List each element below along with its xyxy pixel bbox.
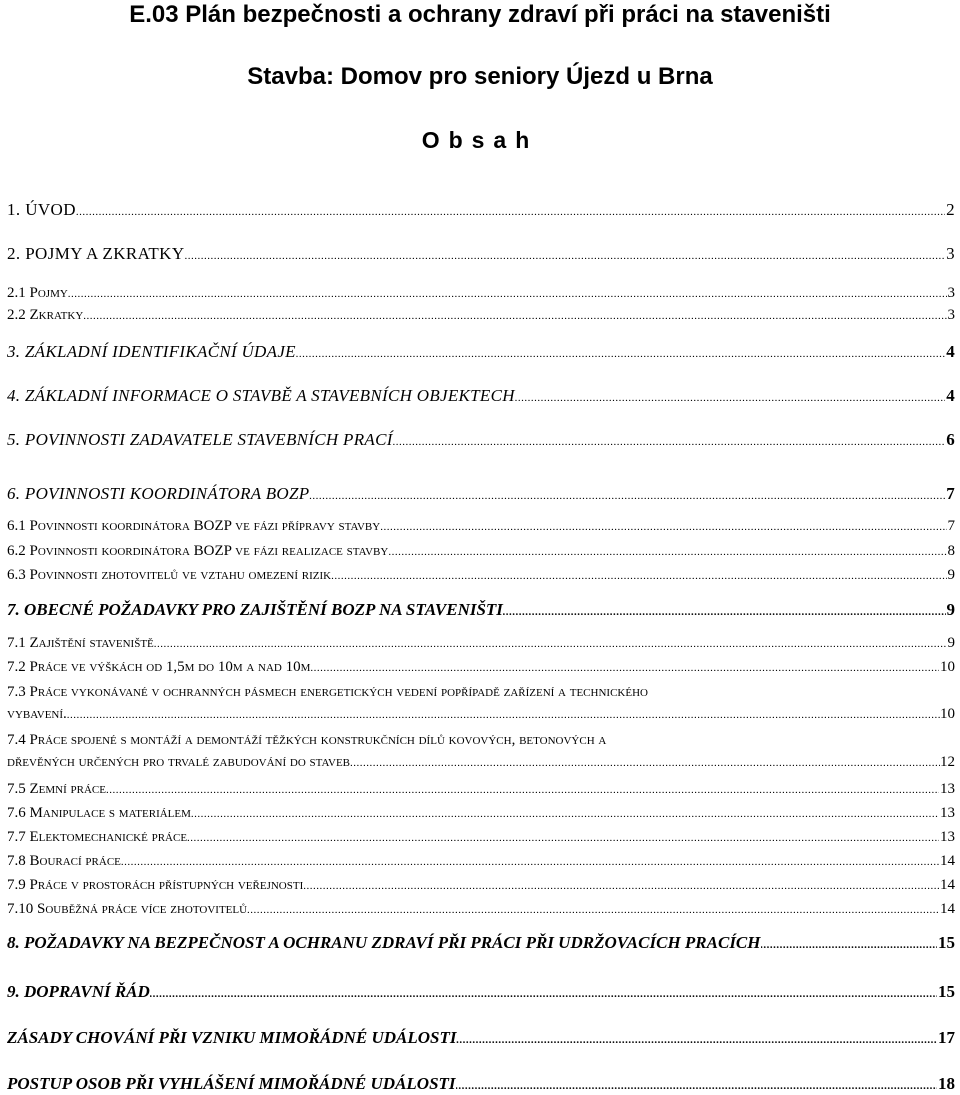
toc-entry-page: 3	[947, 307, 955, 323]
toc-entry-page: 13	[940, 805, 955, 821]
toc-entry-page: 3	[946, 244, 955, 263]
toc-entry-page: 14	[940, 877, 955, 893]
toc-entry-label: 7. OBECNÉ POŽADAVKY PRO ZAJIŠTĚNÍ BOZP NA STAVENIŠTI	[7, 600, 503, 619]
toc-entry-7-5[interactable]	[7, 782, 955, 797]
dot-leader	[331, 571, 946, 582]
toc-entry-7-3[interactable]	[7, 685, 955, 722]
toc-entry-page: 7	[947, 518, 955, 534]
toc-entry-page: 4	[946, 386, 955, 405]
toc-entry-label: 2.1 Pojmy	[7, 285, 68, 301]
dot-leader	[456, 1081, 937, 1092]
toc-entry-page: 17	[938, 1028, 955, 1047]
toc-entry-page: 14	[940, 901, 955, 917]
dot-leader	[503, 607, 946, 618]
toc-entry-label: 3. ZÁKLADNÍ IDENTIFIKAČNÍ ÚDAJE	[7, 342, 296, 361]
toc-entry-7-8[interactable]	[7, 854, 955, 869]
toc-entry-8[interactable]	[7, 934, 955, 951]
toc-entry-page: 8	[947, 543, 955, 559]
toc-entry-label: 6. POVINNOSTI KOORDINÁTORA BOZP	[7, 484, 310, 503]
dot-leader	[456, 1035, 937, 1046]
toc-entry-page: 9	[947, 635, 955, 651]
toc-entry-page: 6	[946, 430, 955, 449]
toc-entry-7-9[interactable]	[7, 878, 955, 893]
toc-entry-page: 14	[940, 853, 955, 869]
toc-entry-7[interactable]	[7, 601, 955, 618]
dot-leader	[393, 437, 946, 448]
toc-entry-label: 7.5 Zemní práce	[7, 781, 106, 797]
dot-leader	[247, 905, 939, 916]
dot-leader	[761, 940, 938, 951]
toc-entry-label: 2. POJMY A ZKRATKY	[7, 244, 185, 263]
toc-entry-label: 2.2 Zkratky	[7, 307, 84, 323]
toc-entry-label: 7.7 Elektomechanické práce	[7, 829, 188, 845]
dot-leader	[388, 547, 946, 558]
toc-entry-7-1[interactable]	[7, 636, 955, 651]
project-subtitle: Stavba: Domov pro seniory Újezd u Brna	[247, 63, 713, 90]
dot-leader	[191, 809, 939, 820]
toc-entry-label: ZÁSADY CHOVÁNÍ PŘI VZNIKU MIMOŘÁDNÉ UDÁLOSTI	[7, 1028, 457, 1047]
toc-entry-1[interactable]	[7, 201, 955, 218]
dot-leader	[310, 663, 939, 674]
toc-entry-label: 7.10 Souběžná práce více zhotovitelů	[7, 901, 248, 917]
toc-entry-2-2[interactable]	[7, 308, 955, 323]
dot-leader	[68, 289, 947, 300]
toc-entry-page: 10	[940, 659, 955, 675]
toc-entry-6-1[interactable]	[7, 519, 955, 534]
toc-entry-page: 2	[946, 200, 955, 219]
toc-entry-page: 4	[946, 342, 955, 361]
toc-entry-page: 18	[938, 1074, 955, 1093]
toc-entry-2-1[interactable]	[7, 286, 955, 301]
toc-entry-label: 4. ZÁKLADNÍ INFORMACE O STAVBĚ A STAVEBNÍCH OBJEKTECH	[7, 386, 515, 405]
toc-entry-7-10[interactable]	[7, 902, 955, 917]
toc-entry-page: 15	[938, 933, 955, 952]
dot-leader	[76, 207, 945, 218]
toc-entry-label: 7.2 Práce ve výškách od 1,5m do 10m a nad 10m	[7, 659, 311, 675]
dot-leader	[380, 522, 946, 533]
toc-entry-7-4[interactable]	[7, 733, 955, 770]
dot-leader	[187, 833, 939, 844]
toc-entry-label: 5. POVINNOSTI ZADAVATELE STAVEBNÍCH PRACÍ	[7, 430, 393, 449]
toc-entry-label: 7.9 Práce v prostorách přístupných veřejnosti	[7, 877, 304, 893]
toc-entry-label: 6.2 Povinnosti koordinátora BOZP ve fázi realizace stavby	[7, 543, 389, 559]
toc-entry-label: 7.8 Bourací práce	[7, 853, 121, 869]
dot-leader	[150, 989, 937, 1000]
toc-entry-7-2[interactable]	[7, 660, 955, 675]
toc-entry-5[interactable]	[7, 431, 955, 448]
toc-entry-9[interactable]	[7, 983, 955, 1000]
dot-leader	[154, 639, 947, 650]
toc-entry-label: 7.6 Manipulace s materiálem	[7, 805, 191, 821]
toc-entry-label: POSTUP OSOB PŘI VYHLÁŠENÍ MIMOŘÁDNÉ UDÁLOSTI	[7, 1074, 456, 1093]
dot-leader	[515, 393, 945, 404]
toc-entry-label-cont: vybavení.	[7, 706, 67, 722]
toc-entry-label: 8. POŽADAVKY NA BEZPEČNOST A OCHRANU ZDRAVÍ PŘI PRÁCI PŘI UDRŽOVACÍCH PRACÍCH	[7, 933, 761, 952]
toc-entry-6-2[interactable]	[7, 544, 955, 559]
toc-entry-page: 9	[947, 567, 955, 583]
toc-entry-label: 7.1 Zajištění staveniště	[7, 635, 154, 651]
toc-entry-page: 10	[940, 706, 955, 722]
dot-leader	[83, 311, 946, 322]
toc-entry-page: 13	[940, 781, 955, 797]
contents-heading: Obsah	[421, 127, 539, 153]
toc-entry-page: 9	[946, 600, 955, 619]
dot-leader	[67, 710, 940, 721]
dot-leader	[309, 491, 945, 502]
toc-entry-label: 6.1 Povinnosti koordinátora BOZP ve fázi přípravy stavby	[7, 518, 381, 534]
dot-leader	[296, 349, 945, 360]
document-title: E.03 Plán bezpečnosti a ochrany zdraví při práci na staveništi	[129, 1, 831, 28]
toc-entry-label: 6.3 Povinnosti zhotovitelů ve vztahu omezení rizik	[7, 567, 332, 583]
toc-entry-page: 7	[946, 484, 955, 503]
dot-leader	[303, 881, 939, 892]
toc-entry-6[interactable]	[7, 485, 955, 502]
toc-entry-7-6[interactable]	[7, 806, 955, 821]
toc-entry-3[interactable]	[7, 343, 955, 360]
toc-entry-page: 15	[938, 982, 955, 1001]
dot-leader	[121, 857, 939, 868]
dot-leader	[185, 251, 946, 262]
dot-leader	[106, 785, 939, 796]
toc-entry-page: 12	[940, 754, 955, 770]
toc-entry-page: 13	[940, 829, 955, 845]
toc-entry-2[interactable]	[7, 245, 955, 262]
toc-entry-label: 7.4 Práce spojené s montáží a demontáží těžkých konstrukčních dílů kovových, betonových a	[7, 732, 607, 748]
toc-entry-label: 1. ÚVOD	[7, 200, 76, 219]
toc-entry-postup[interactable]	[7, 1075, 955, 1092]
toc-entry-label: 7.3 Práce vykonávané v ochranných pásmech energetických vedení popřípadě zařízení a technického	[7, 684, 648, 700]
toc-entry-zasady[interactable]	[7, 1029, 955, 1046]
toc-entry-4[interactable]	[7, 387, 955, 404]
toc-entry-label-cont: dřevěných určených pro trvalé zabudování do staveb	[7, 754, 351, 770]
dot-leader	[350, 758, 940, 769]
toc-entry-6-3[interactable]	[7, 568, 955, 583]
toc-entry-label: 9. DOPRAVNÍ ŘÁD	[7, 982, 150, 1001]
toc-entry-7-7[interactable]	[7, 830, 955, 845]
toc-entry-page: 3	[947, 285, 955, 301]
